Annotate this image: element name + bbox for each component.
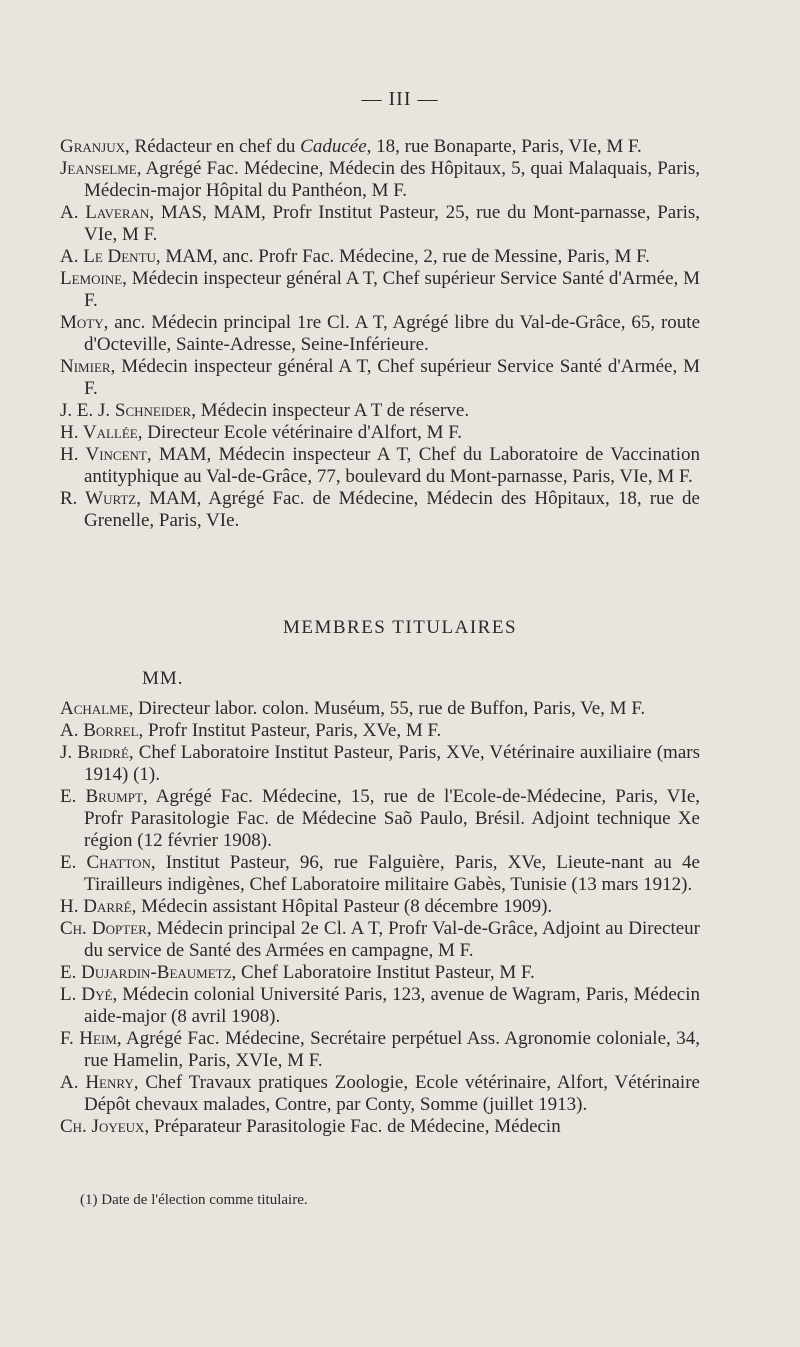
salutation: MM. xyxy=(142,668,184,689)
list-item: F. Heim, Agrégé Fac. Médecine, Secrétaire perpétuel Ass. Agronomie coloniale, 34, rue Hamelin, Paris, XVIe, M F. xyxy=(60,1028,700,1071)
list-item: Jeanselme, Agrégé Fac. Médecine, Médecin des Hôpitaux, 5, quai Malaquais, Paris, Médecin-major Hôpital du Panthéon, M F. xyxy=(60,158,700,201)
list-item: A. Henry, Chef Travaux pratiques Zoologie, Ecole vétérinaire, Alfort, Vétérinaire Dépôt chevaux malades, Contre, par Conty, Somme (juillet 1913). xyxy=(60,1072,700,1115)
list-item: Lemoine, Médecin inspecteur général A T, Chef supérieur Service Santé d'Armée, M F. xyxy=(60,268,700,311)
list-item: Achalme, Directeur labor. colon. Muséum, 55, rue de Buffon, Paris, Ve, M F. xyxy=(60,698,646,719)
footnote: (1) Date de l'élection comme titulaire. xyxy=(80,1192,308,1208)
page-number: — III — xyxy=(361,88,439,110)
list-item: H. Darré, Médecin assistant Hôpital Pasteur (8 décembre 1909). xyxy=(60,896,553,917)
list-item: E. Brumpt, Agrégé Fac. Médecine, 15, rue de l'Ecole-de-Médecine, Paris, VIe, Profr Parasitologie Fac. de Médecine Saõ Paulo, Brésil. Adjoint technique Xe région (12 février 1908). xyxy=(60,786,700,851)
list-item: Ch. Joyeux, Préparateur Parasitologie Fac. de Médecine, Médecin xyxy=(60,1116,561,1137)
list-item: Ch. Dopter, Médecin principal 2e Cl. A T, Profr Val-de-Grâce, Adjoint au Directeur du service de Santé des Armées en campagne, M F. xyxy=(60,918,700,961)
list-item: Granjux, Rédacteur en chef du Caducée, 18, rue Bonaparte, Paris, VIe, M F. xyxy=(60,136,642,157)
list-item: J. Bridré, Chef Laboratoire Institut Pasteur, Paris, XVe, Vétérinaire auxiliaire (mars 1914) (1). xyxy=(60,742,700,785)
continuing-members-list xyxy=(60,136,700,532)
list-item: R. Wurtz, MAM, Agrégé Fac. de Médecine, Médecin des Hôpitaux, 18, rue de Grenelle, Paris, VIe. xyxy=(60,488,700,531)
list-item: E. Chatton, Institut Pasteur, 96, rue Falguière, Paris, XVe, Lieute-nant au 4e Tirailleurs indigènes, Chef Laboratoire militaire Gabès, Tunisie (13 mars 1912). xyxy=(60,852,700,895)
list-item: H. Vincent, MAM, Médecin inspecteur A T, Chef du Laboratoire de Vaccination antityphique au Val-de-Grâce, 77, boulevard du Mont-parnasse, Paris, VIe, M F. xyxy=(60,444,700,487)
list-item: J. E. J. Schneider, Médecin inspecteur A T de réserve. xyxy=(60,400,470,421)
section-heading: MEMBRES TITULAIRES xyxy=(282,617,518,638)
list-item: Moty, anc. Médecin principal 1re Cl. A T, Agrégé libre du Val-de-Grâce, 65, route d'Octeville, Sainte-Adresse, Seine-Inférieure. xyxy=(60,312,700,355)
titular-members-list xyxy=(60,698,700,1138)
list-item: Nimier, Médecin inspecteur général A T, Chef supérieur Service Santé d'Armée, M F. xyxy=(60,356,700,399)
list-item: A. Laveran, MAS, MAM, Profr Institut Pasteur, 25, rue du Mont-parnasse, Paris, VIe, M F. xyxy=(60,202,700,245)
list-item: A. Le Dentu, MAM, anc. Profr Fac. Médecine, 2, rue de Messine, Paris, M F. xyxy=(60,246,650,267)
list-item: L. Dyé, Médecin colonial Université Paris, 123, avenue de Wagram, Paris, Médecin aide-major (8 avril 1908). xyxy=(60,984,700,1027)
list-item: H. Vallée, Directeur Ecole vétérinaire d'Alfort, M F. xyxy=(60,422,463,443)
list-item: E. Dujardin-Beaumetz, Chef Laboratoire Institut Pasteur, M F. xyxy=(60,962,535,983)
list-item: A. Borrel, Profr Institut Pasteur, Paris, XVe, M F. xyxy=(60,720,442,741)
